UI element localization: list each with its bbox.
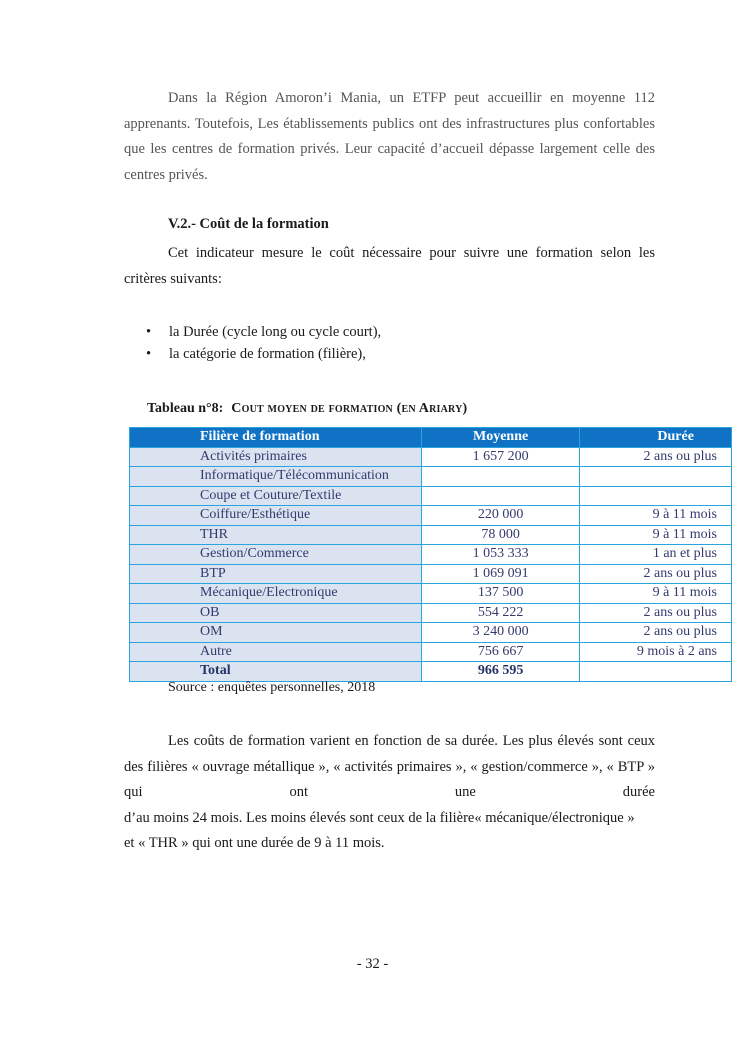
cell-filiere: OB [130,603,422,623]
table-source: Source : enquêtes personnelles, 2018 [168,680,376,695]
paragraph-line: et « THR » qui ont une durée de 9 à 11 mois. [124,835,385,851]
table-row [130,467,732,487]
cell-duree: 2 ans ou plus [580,603,732,623]
cell-moyenne: 220 000 [421,506,580,526]
cell-moyenne: 1 069 091 [421,564,580,584]
cell-duree: 9 à 11 mois [580,525,732,545]
table-caption [147,401,467,417]
list-item: • la catégorie de formation (filière), [146,343,381,365]
indicator-paragraph: Cet indicateur mesure le coût nécessaire pour suivre une formation selon les critères suivants: [124,245,655,287]
cell-duree: 2 ans ou plus [580,447,732,467]
cell-filiere: OM [130,623,422,643]
cell-duree: 1 an et plus [580,545,732,565]
paragraph-line: des filières « ouvrage métallique », « activités primaires », « gestion/commerce », « BTP » [124,758,655,775]
cell-moyenne: 1 053 333 [421,545,580,565]
cell-moyenne: 1 657 200 [421,447,580,467]
list-item: • la Durée (cycle long ou cycle court), [146,321,381,343]
table-row [130,584,732,604]
paragraph-line: qui ont une durée [124,784,655,800]
cell-total-duree [580,662,732,682]
cell-total-label: Total [130,662,422,682]
cell-total-moyenne: 966 595 [421,662,580,682]
criteria-list [146,321,381,365]
table-row [130,603,732,623]
cell-moyenne: 554 222 [421,603,580,623]
cell-duree: 2 ans ou plus [580,623,732,643]
column-header-duree: Durée [580,428,732,448]
cell-filiere: THR [130,525,422,545]
cell-moyenne [421,467,580,487]
cell-filiere: Activités primaires [130,447,422,467]
table-row [130,642,732,662]
table-row [130,506,732,526]
cell-moyenne [421,486,580,506]
cell-moyenne: 137 500 [421,584,580,604]
table-caption-title: Cout moyen de formation (en Ariary) [231,401,468,416]
cell-duree: 9 mois à 2 ans [580,642,732,662]
cell-duree: 9 à 11 mois [580,584,732,604]
cell-moyenne: 756 667 [421,642,580,662]
cell-duree [580,467,732,487]
section-heading: V.2.- Coût de la formation [168,216,329,232]
paragraph-line: d’au moins 24 mois. Les moins élevés sont ceux de la filière« mécanique/électronique » [124,809,635,826]
table-row [130,525,732,545]
column-header-moyenne: Moyenne [421,428,580,448]
table-caption-label: Tableau n°8: [147,401,224,416]
cell-duree: 9 à 11 mois [580,506,732,526]
table-row [130,486,732,506]
paragraph-line: Les coûts de formation varient en fonction de sa durée. Les plus élevés sont ceux [168,733,655,749]
cell-filiere: Autre [130,642,422,662]
cell-duree [580,486,732,506]
cell-duree: 2 ans ou plus [580,564,732,584]
table-row [130,623,732,643]
cell-filiere: Coiffure/Esthétique [130,506,422,526]
cost-table [129,427,732,682]
table-header-row [130,428,732,448]
table-row [130,545,732,565]
cell-filiere: Gestion/Commerce [130,545,422,565]
cell-moyenne: 3 240 000 [421,623,580,643]
table-total-row [130,662,732,682]
column-header-filiere: Filière de formation [130,428,422,448]
table-row [130,564,732,584]
cell-filiere: Mécanique/Electronique [130,584,422,604]
cell-filiere: Informatique/Télécommunication [130,467,422,487]
cell-moyenne: 78 000 [421,525,580,545]
table-row [130,447,732,467]
intro-paragraph: Dans la Région Amoron’i Mania, un ETFP peut accueillir en moyenne 112 apprenants. Toutefois, Les établissements publics ont des infrastructures plus confortables que les centres de formation privés. Leur capacité d’accueil dépasse largement celle des centres privés. [124,90,655,183]
cell-filiere: BTP [130,564,422,584]
page-number: - 32 - [356,956,389,972]
conclusion-paragraph [124,729,655,857]
cell-filiere: Coupe et Couture/Textile [130,486,422,506]
